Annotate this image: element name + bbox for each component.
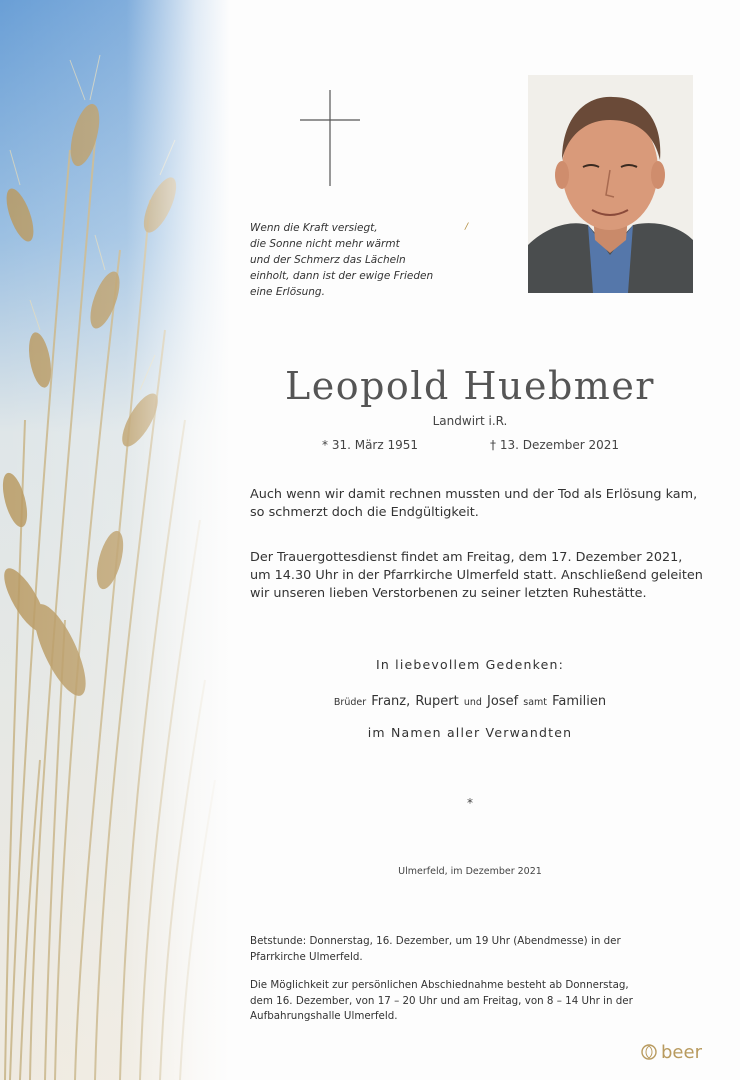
farewell-line: dem 16. Dezember, von 17 – 20 Uhr und am Freitag, von 8 – 14 Uhr in der — [250, 994, 633, 1007]
wheat-field-image — [0, 0, 230, 1080]
stray-mark: / — [465, 222, 469, 232]
portrait-photo — [528, 75, 693, 293]
memory-intro: In liebevollem Gedenken: — [375, 657, 565, 672]
birth-date: * 31. März 1951 — [322, 438, 419, 452]
service-line: Der Trauergottesdienst findet am Freitag, dem 17. Dezember 2021, — [250, 550, 683, 565]
poem-line: einholt, dann ist der ewige Frieden — [250, 270, 434, 282]
message-line: Auch wenn wir damit rechnen mussten und der Tod als Erlösung kam, — [250, 487, 698, 502]
beer-logo-icon — [640, 1043, 658, 1061]
death-date: † 13. Dezember 2021 — [490, 438, 619, 452]
poem — [250, 220, 490, 300]
prayer-paragraph — [250, 934, 690, 965]
beer-logo — [640, 1040, 702, 1064]
prayer-line: Pfarrkirche Ulmerfeld. — [250, 950, 363, 963]
place-date: Ulmerfeld, im Dezember 2021 — [398, 866, 542, 877]
mourner-name: Franz, — [371, 694, 411, 709]
mourner-name: Josef — [487, 694, 519, 709]
poem-line: die Sonne nicht mehr wärmt — [250, 238, 400, 250]
relatives-line: im Namen aller Verwandten — [367, 725, 573, 740]
poem-line: und der Schmerz das Lächeln — [250, 254, 406, 266]
mourners-mid: samt — [523, 697, 547, 708]
star-separator: * — [467, 796, 473, 810]
mourners-families: Familien — [552, 694, 607, 709]
deceased-name: Leopold Huebmer — [285, 364, 655, 408]
farewell-paragraph — [250, 978, 690, 1025]
logo-text: beer — [661, 1041, 702, 1063]
farewell-line: Die Möglichkeit zur persönlichen Abschiednahme besteht ab Donnerstag, — [250, 979, 629, 991]
message-line: so schmerzt doch die Endgültigkeit. — [250, 505, 479, 520]
service-paragraph — [250, 549, 703, 603]
mourners-line — [250, 690, 690, 709]
mourner-name: Rupert — [415, 694, 459, 709]
poem-line: eine Erlösung. — [250, 286, 325, 298]
service-line: wir unseren lieben Verstorbenen zu seiner letzten Ruhestätte. — [250, 586, 647, 601]
mourners-prefix: Brüder — [333, 697, 367, 708]
service-line: um 14.30 Uhr in der Pfarrkirche Ulmerfeld statt. Anschließend geleiten — [250, 568, 703, 583]
message-paragraph — [250, 486, 700, 522]
farewell-line: Aufbahrungshalle Ulmerfeld. — [250, 1010, 398, 1022]
poem-line: Wenn die Kraft versiegt, — [250, 222, 378, 234]
prayer-line: Betstunde: Donnerstag, 16. Dezember, um 19 Uhr (Abendmesse) in der — [250, 935, 621, 947]
mourners-conjunction: und — [463, 697, 482, 708]
cross-icon — [300, 90, 360, 192]
occupation: Landwirt i.R. — [432, 414, 508, 428]
